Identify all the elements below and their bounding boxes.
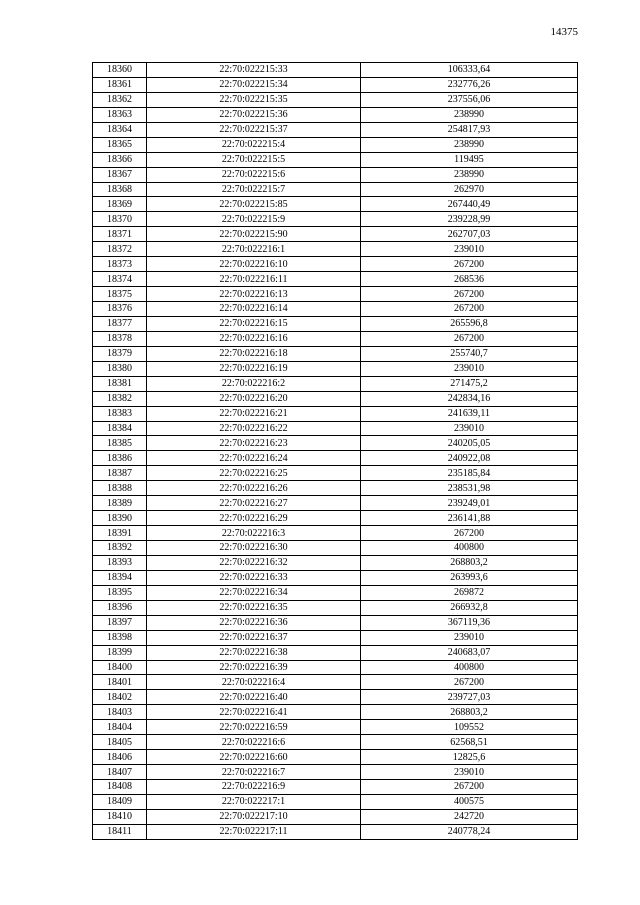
- cadastral-number-cell: 22:70:022215:36: [147, 107, 361, 122]
- table-body: [93, 63, 578, 840]
- cadastral-number-cell: 22:70:022217:10: [147, 809, 361, 824]
- cadastral-value-cell: 266932,8: [361, 600, 578, 615]
- row-number-cell: 18376: [93, 302, 147, 317]
- cadastral-value-cell: 268803,2: [361, 555, 578, 570]
- cadastral-value-cell: 236141,88: [361, 511, 578, 526]
- cadastral-value-cell: 240922,08: [361, 451, 578, 466]
- table-row: [93, 690, 578, 705]
- cadastral-value-cell: 119495: [361, 152, 578, 167]
- cadastral-number-cell: 22:70:022215:85: [147, 197, 361, 212]
- cadastral-number-cell: 22:70:022216:3: [147, 526, 361, 541]
- table-row: [93, 824, 578, 839]
- cadastral-number-cell: 22:70:022215:33: [147, 63, 361, 78]
- cadastral-number-cell: 22:70:022216:14: [147, 302, 361, 317]
- cadastral-number-cell: 22:70:022216:34: [147, 585, 361, 600]
- cadastral-number-cell: 22:70:022216:32: [147, 555, 361, 570]
- table-row: [93, 257, 578, 272]
- table-row: [93, 212, 578, 227]
- cadastral-number-cell: 22:70:022217:11: [147, 824, 361, 839]
- cadastral-number-cell: 22:70:022215:34: [147, 77, 361, 92]
- cadastral-value-cell: 232776,26: [361, 77, 578, 92]
- row-number-cell: 18372: [93, 242, 147, 257]
- table-row: [93, 675, 578, 690]
- row-number-cell: 18375: [93, 287, 147, 302]
- cadastral-value-cell: 235185,84: [361, 466, 578, 481]
- cadastral-value-cell: 267200: [361, 287, 578, 302]
- row-number-cell: 18384: [93, 421, 147, 436]
- cadastral-value-cell: 239010: [361, 361, 578, 376]
- cadastral-value-cell: 267440,49: [361, 197, 578, 212]
- table-row: [93, 466, 578, 481]
- cadastral-value-cell: 238990: [361, 167, 578, 182]
- cadastral-number-cell: 22:70:022216:40: [147, 690, 361, 705]
- table-row: [93, 391, 578, 406]
- row-number-cell: 18382: [93, 391, 147, 406]
- cadastral-number-cell: 22:70:022216:13: [147, 287, 361, 302]
- table-row: [93, 346, 578, 361]
- row-number-cell: 18405: [93, 735, 147, 750]
- table-row: [93, 794, 578, 809]
- cadastral-value-cell: 263993,6: [361, 570, 578, 585]
- table-row: [93, 63, 578, 78]
- row-number-cell: 18385: [93, 436, 147, 451]
- row-number-cell: 18392: [93, 541, 147, 556]
- cadastral-number-cell: 22:70:022215:9: [147, 212, 361, 227]
- table-row: [93, 481, 578, 496]
- cadastral-value-cell: 240683,07: [361, 645, 578, 660]
- row-number-cell: 18387: [93, 466, 147, 481]
- cadastral-number-cell: 22:70:022216:9: [147, 780, 361, 795]
- cadastral-value-cell: 62568,51: [361, 735, 578, 750]
- cadastral-number-cell: 22:70:022216:16: [147, 331, 361, 346]
- cadastral-number-cell: 22:70:022217:1: [147, 794, 361, 809]
- row-number-cell: 18362: [93, 92, 147, 107]
- row-number-cell: 18411: [93, 824, 147, 839]
- cadastral-value-cell: 265596,8: [361, 316, 578, 331]
- row-number-cell: 18398: [93, 630, 147, 645]
- table-row: [93, 376, 578, 391]
- cadastral-number-cell: 22:70:022216:39: [147, 660, 361, 675]
- cadastral-number-cell: 22:70:022215:4: [147, 137, 361, 152]
- row-number-cell: 18361: [93, 77, 147, 92]
- cadastral-value-cell: 238990: [361, 137, 578, 152]
- page-number: 14375: [550, 26, 578, 38]
- row-number-cell: 18388: [93, 481, 147, 496]
- cadastral-value-cell: 267200: [361, 675, 578, 690]
- row-number-cell: 18397: [93, 615, 147, 630]
- cadastral-value-cell: 239228,99: [361, 212, 578, 227]
- row-number-cell: 18380: [93, 361, 147, 376]
- table-row: [93, 242, 578, 257]
- row-number-cell: 18377: [93, 316, 147, 331]
- row-number-cell: 18389: [93, 496, 147, 511]
- cadastral-number-cell: 22:70:022215:35: [147, 92, 361, 107]
- cadastral-number-cell: 22:70:022216:60: [147, 750, 361, 765]
- row-number-cell: 18408: [93, 780, 147, 795]
- table-row: [93, 585, 578, 600]
- cadastral-number-cell: 22:70:022216:22: [147, 421, 361, 436]
- row-number-cell: 18367: [93, 167, 147, 182]
- cadastral-value-cell: 239010: [361, 630, 578, 645]
- cadastral-number-cell: 22:70:022216:20: [147, 391, 361, 406]
- table-row: [93, 735, 578, 750]
- cadastral-value-cell: 254817,93: [361, 122, 578, 137]
- cadastral-value-cell: 268803,2: [361, 705, 578, 720]
- table-row: [93, 526, 578, 541]
- table-row: [93, 765, 578, 780]
- cadastral-number-cell: 22:70:022216:15: [147, 316, 361, 331]
- cadastral-number-cell: 22:70:022216:1: [147, 242, 361, 257]
- row-number-cell: 18410: [93, 809, 147, 824]
- cadastral-value-cell: 267200: [361, 526, 578, 541]
- cadastral-value-cell: 239010: [361, 765, 578, 780]
- table-row: [93, 615, 578, 630]
- row-number-cell: 18363: [93, 107, 147, 122]
- row-number-cell: 18369: [93, 197, 147, 212]
- row-number-cell: 18366: [93, 152, 147, 167]
- row-number-cell: 18386: [93, 451, 147, 466]
- row-number-cell: 18394: [93, 570, 147, 585]
- row-number-cell: 18364: [93, 122, 147, 137]
- row-number-cell: 18365: [93, 137, 147, 152]
- table-row: [93, 227, 578, 242]
- cadastral-number-cell: 22:70:022216:37: [147, 630, 361, 645]
- cadastral-value-cell: 237556,06: [361, 92, 578, 107]
- cadastral-value-cell: 267200: [361, 331, 578, 346]
- table-row: [93, 511, 578, 526]
- table-row: [93, 570, 578, 585]
- cadastral-value-cell: 271475,2: [361, 376, 578, 391]
- cadastral-value-cell: 12825,6: [361, 750, 578, 765]
- row-number-cell: 18370: [93, 212, 147, 227]
- table-row: [93, 436, 578, 451]
- row-number-cell: 18406: [93, 750, 147, 765]
- cadastral-number-cell: 22:70:022216:10: [147, 257, 361, 272]
- cadastral-number-cell: 22:70:022216:6: [147, 735, 361, 750]
- row-number-cell: 18373: [93, 257, 147, 272]
- cadastral-value-cell: 267200: [361, 780, 578, 795]
- table-row: [93, 600, 578, 615]
- table-row: [93, 421, 578, 436]
- table-row: [93, 302, 578, 317]
- cadastral-value-cell: 255740,7: [361, 346, 578, 361]
- cadastral-value-cell: 242720: [361, 809, 578, 824]
- table-row: [93, 272, 578, 287]
- cadastral-value-cell: 400575: [361, 794, 578, 809]
- cadastral-value-cell: 239249,01: [361, 496, 578, 511]
- table-row: [93, 122, 578, 137]
- cadastral-value-cell: 267200: [361, 302, 578, 317]
- cadastral-number-cell: 22:70:022216:21: [147, 406, 361, 421]
- cadastral-number-cell: 22:70:022216:30: [147, 541, 361, 556]
- table-row: [93, 197, 578, 212]
- table-row: [93, 451, 578, 466]
- table-row: [93, 406, 578, 421]
- row-number-cell: 18401: [93, 675, 147, 690]
- cadastral-value-cell: 240778,24: [361, 824, 578, 839]
- cadastral-number-cell: 22:70:022215:7: [147, 182, 361, 197]
- row-number-cell: 18383: [93, 406, 147, 421]
- table-row: [93, 660, 578, 675]
- cadastral-number-cell: 22:70:022216:25: [147, 466, 361, 481]
- row-number-cell: 18400: [93, 660, 147, 675]
- row-number-cell: 18391: [93, 526, 147, 541]
- cadastral-number-cell: 22:70:022216:27: [147, 496, 361, 511]
- table-row: [93, 809, 578, 824]
- cadastral-value-cell: 106333,64: [361, 63, 578, 78]
- cadastral-number-cell: 22:70:022216:4: [147, 675, 361, 690]
- table-row: [93, 137, 578, 152]
- table-row: [93, 152, 578, 167]
- cadastral-value-cell: 240205,05: [361, 436, 578, 451]
- cadastral-number-cell: 22:70:022216:59: [147, 720, 361, 735]
- cadastral-number-cell: 22:70:022216:38: [147, 645, 361, 660]
- cadastral-number-cell: 22:70:022215:90: [147, 227, 361, 242]
- cadastral-number-cell: 22:70:022216:7: [147, 765, 361, 780]
- cadastral-number-cell: 22:70:022216:35: [147, 600, 361, 615]
- row-number-cell: 18378: [93, 331, 147, 346]
- row-number-cell: 18374: [93, 272, 147, 287]
- row-number-cell: 18368: [93, 182, 147, 197]
- row-number-cell: 18403: [93, 705, 147, 720]
- table-row: [93, 720, 578, 735]
- row-number-cell: 18395: [93, 585, 147, 600]
- cadastral-number-cell: 22:70:022215:5: [147, 152, 361, 167]
- cadastral-number-cell: 22:70:022216:26: [147, 481, 361, 496]
- cadastral-value-cell: 269872: [361, 585, 578, 600]
- table-row: [93, 287, 578, 302]
- table-row: [93, 316, 578, 331]
- cadastral-value-cell: 239010: [361, 421, 578, 436]
- cadastral-number-cell: 22:70:022216:2: [147, 376, 361, 391]
- cadastral-value-cell: 262707,03: [361, 227, 578, 242]
- cadastral-value-cell: 238990: [361, 107, 578, 122]
- cadastral-number-cell: 22:70:022216:23: [147, 436, 361, 451]
- table-row: [93, 705, 578, 720]
- row-number-cell: 18402: [93, 690, 147, 705]
- cadastral-number-cell: 22:70:022215:6: [147, 167, 361, 182]
- row-number-cell: 18396: [93, 600, 147, 615]
- cadastral-value-table: [92, 62, 578, 840]
- cadastral-value-cell: 239727,03: [361, 690, 578, 705]
- cadastral-value-cell: 268536: [361, 272, 578, 287]
- cadastral-value-cell: 239010: [361, 242, 578, 257]
- cadastral-value-cell: 242834,16: [361, 391, 578, 406]
- cadastral-value-cell: 267200: [361, 257, 578, 272]
- row-number-cell: 18399: [93, 645, 147, 660]
- cadastral-number-cell: 22:70:022216:29: [147, 511, 361, 526]
- cadastral-value-cell: 262970: [361, 182, 578, 197]
- cadastral-value-cell: 109552: [361, 720, 578, 735]
- cadastral-number-cell: 22:70:022216:11: [147, 272, 361, 287]
- table-row: [93, 182, 578, 197]
- row-number-cell: 18409: [93, 794, 147, 809]
- table-row: [93, 541, 578, 556]
- table-row: [93, 496, 578, 511]
- table-row: [93, 630, 578, 645]
- row-number-cell: 18404: [93, 720, 147, 735]
- row-number-cell: 18393: [93, 555, 147, 570]
- row-number-cell: 18381: [93, 376, 147, 391]
- cadastral-value-cell: 238531,98: [361, 481, 578, 496]
- cadastral-value-cell: 367119,36: [361, 615, 578, 630]
- row-number-cell: 18371: [93, 227, 147, 242]
- table-row: [93, 92, 578, 107]
- cadastral-number-cell: 22:70:022215:37: [147, 122, 361, 137]
- cadastral-value-cell: 241639,11: [361, 406, 578, 421]
- cadastral-number-cell: 22:70:022216:18: [147, 346, 361, 361]
- cadastral-number-cell: 22:70:022216:41: [147, 705, 361, 720]
- table-row: [93, 780, 578, 795]
- cadastral-value-cell: 400800: [361, 660, 578, 675]
- cadastral-number-cell: 22:70:022216:33: [147, 570, 361, 585]
- table-row: [93, 750, 578, 765]
- cadastral-number-cell: 22:70:022216:19: [147, 361, 361, 376]
- table-row: [93, 77, 578, 92]
- row-number-cell: 18407: [93, 765, 147, 780]
- row-number-cell: 18379: [93, 346, 147, 361]
- table-row: [93, 331, 578, 346]
- table-row: [93, 645, 578, 660]
- cadastral-number-cell: 22:70:022216:36: [147, 615, 361, 630]
- cadastral-number-cell: 22:70:022216:24: [147, 451, 361, 466]
- cadastral-value-cell: 400800: [361, 541, 578, 556]
- table-row: [93, 167, 578, 182]
- table-row: [93, 555, 578, 570]
- table-row: [93, 361, 578, 376]
- row-number-cell: 18360: [93, 63, 147, 78]
- row-number-cell: 18390: [93, 511, 147, 526]
- table-row: [93, 107, 578, 122]
